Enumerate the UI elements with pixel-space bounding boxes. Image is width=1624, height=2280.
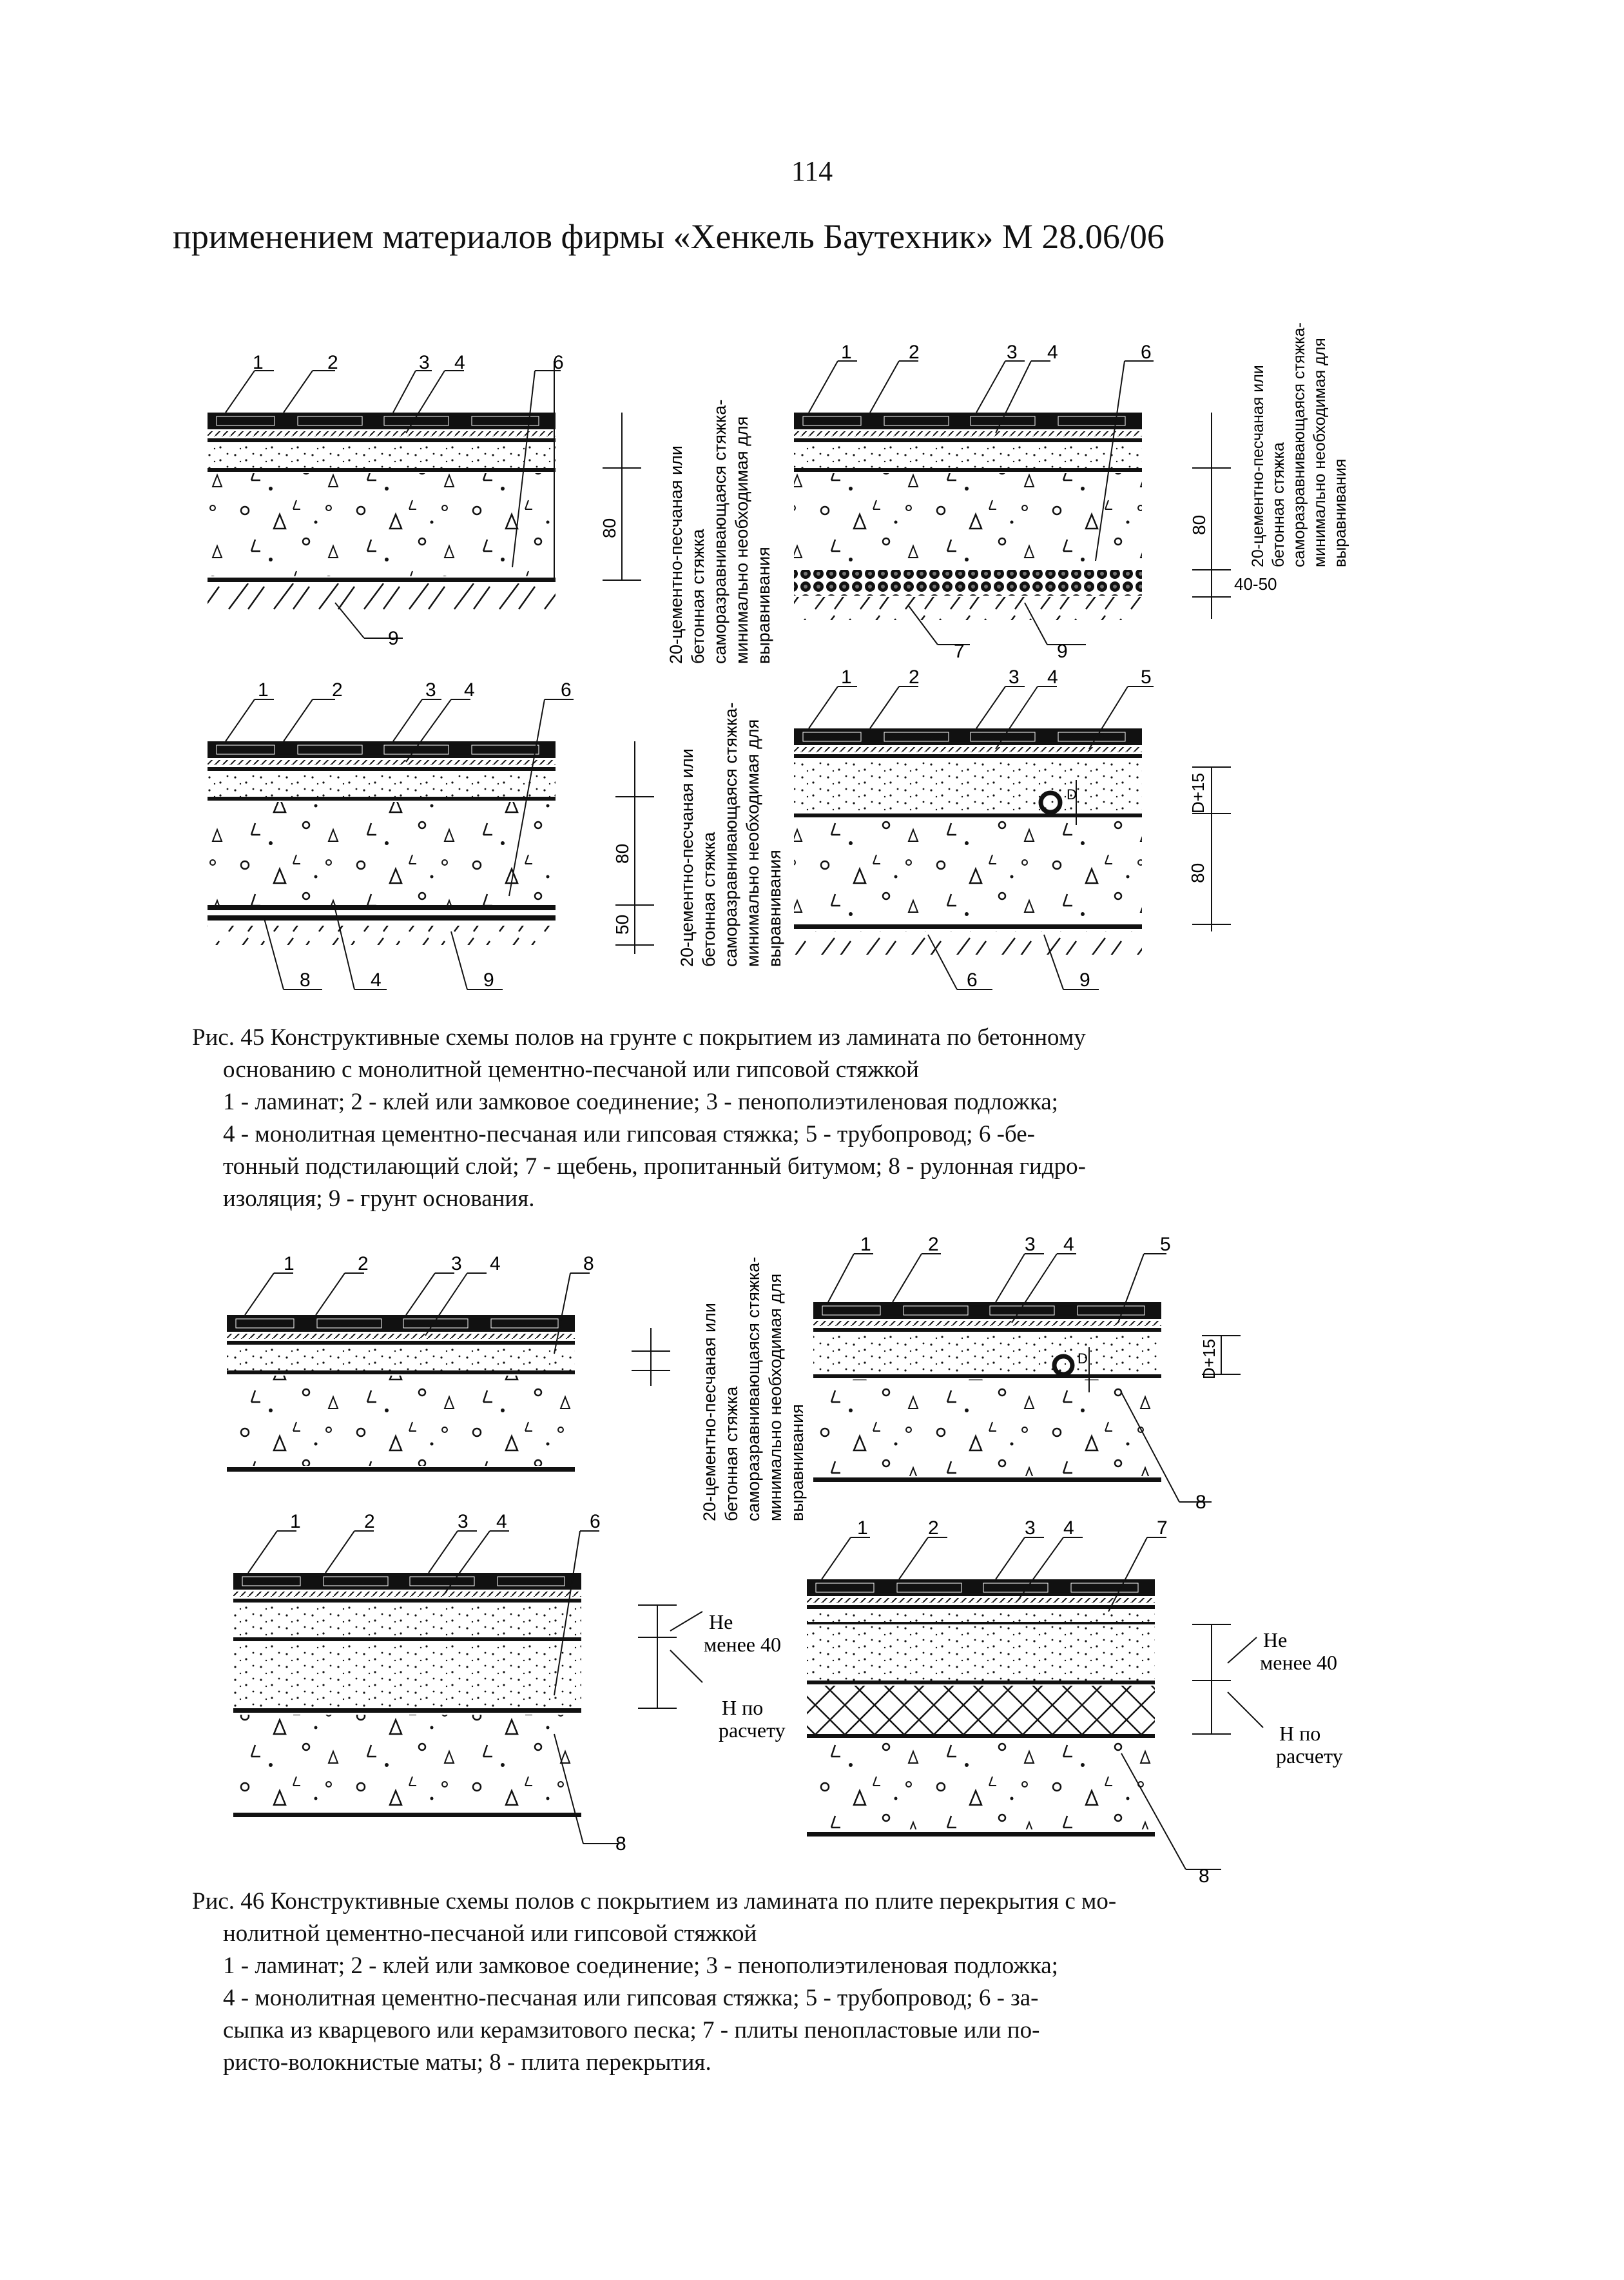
svg-text:8: 8 xyxy=(1195,1492,1206,1513)
svg-text:1: 1 xyxy=(841,342,852,363)
svg-text:50: 50 xyxy=(612,914,632,935)
svg-text:выравнивания: выравнивания xyxy=(1331,458,1349,567)
svg-text:6: 6 xyxy=(1141,342,1152,363)
svg-text:саморазравнивающаяся стяжка-: саморазравнивающаяся стяжка- xyxy=(721,702,740,967)
svg-text:7: 7 xyxy=(954,641,965,662)
svg-text:40-50: 40-50 xyxy=(1234,574,1277,594)
svg-text:1: 1 xyxy=(258,679,269,701)
svg-text:1: 1 xyxy=(290,1511,301,1532)
svg-text:4: 4 xyxy=(490,1253,501,1274)
svg-text:выравнивания: выравнивания xyxy=(788,1404,807,1521)
svg-text:5: 5 xyxy=(1141,667,1152,688)
svg-text:минимально необходимая для: минимально необходимая для xyxy=(732,416,751,664)
svg-text:3: 3 xyxy=(1007,342,1018,363)
svg-text:80: 80 xyxy=(1188,862,1208,883)
fig45a-label: 1 xyxy=(253,352,264,373)
svg-text:Н по: Н по xyxy=(1279,1722,1321,1745)
svg-text:2: 2 xyxy=(909,667,920,688)
fig45-diagram-c xyxy=(208,679,654,991)
svg-text:8: 8 xyxy=(583,1253,594,1274)
svg-text:1: 1 xyxy=(860,1234,871,1255)
svg-text:4: 4 xyxy=(1047,667,1058,688)
svg-text:9: 9 xyxy=(483,969,494,991)
svg-text:бетонная стяжка: бетонная стяжка xyxy=(688,529,708,664)
fig46-diagram-a xyxy=(227,1253,670,1472)
svg-text:8: 8 xyxy=(1199,1866,1210,1887)
svg-text:6: 6 xyxy=(590,1511,601,1532)
svg-text:4: 4 xyxy=(496,1511,507,1532)
svg-text:6: 6 xyxy=(967,969,978,991)
fig45-caption: Рис. 45 Конструктивные схемы полов на грунте с покрытием из ламината по бетонному основанию с монолитной цементно-песчаной или гипсовой стяжкой 1 - ламинат; 2 - клей или замковое соединение; 3 - пенополиэтиленовая подложка; 4 - монолитная цементно-песчаная или гипсовая стяжка; 5 - трубопровод; 6 -бе- тонный подстилающий слой; 7 - щебень, пропитанный битумом; 8 - рулонная гидро- изоляция; 9 - грунт основания. xyxy=(192,1024,1086,1212)
svg-text:выравнивания: выравнивания xyxy=(754,547,773,664)
fig46-diagram-d xyxy=(807,1517,1343,1887)
svg-text:саморазравнивающаяся стяжка-: саморазравнивающаяся стяжка- xyxy=(710,399,730,664)
svg-text:2: 2 xyxy=(332,679,343,701)
fig46-diagram-c xyxy=(233,1511,786,1855)
svg-text:1: 1 xyxy=(857,1517,868,1539)
svg-text:Не: Не xyxy=(1263,1628,1288,1652)
svg-text:20-цементно-песчаная или: 20-цементно-песчаная или xyxy=(1249,365,1267,567)
svg-text:минимально необходимая для: минимально необходимая для xyxy=(1311,338,1329,567)
svg-text:80: 80 xyxy=(612,843,632,864)
svg-text:7: 7 xyxy=(1157,1517,1168,1539)
svg-text:саморазравнивающаяся стяжка-: саморазравнивающаяся стяжка- xyxy=(1290,322,1308,567)
svg-text:расчету: расчету xyxy=(1276,1744,1343,1768)
svg-text:3: 3 xyxy=(1009,667,1020,688)
svg-text:2: 2 xyxy=(358,1253,369,1274)
svg-text:80: 80 xyxy=(1189,514,1209,535)
fig45-note-right xyxy=(1249,322,1349,567)
svg-text:2: 2 xyxy=(327,352,338,373)
fig46-diagram-b xyxy=(813,1234,1241,1513)
svg-text:8: 8 xyxy=(615,1833,626,1855)
svg-text:3: 3 xyxy=(451,1253,462,1274)
page-number: 114 xyxy=(791,155,833,187)
svg-text:80: 80 xyxy=(599,518,619,538)
fig46-note xyxy=(700,1257,807,1521)
svg-text:3: 3 xyxy=(425,679,436,701)
svg-text:менее 40: менее 40 xyxy=(1260,1651,1337,1674)
fig45-diagram-d xyxy=(794,667,1231,991)
svg-text:3: 3 xyxy=(1025,1234,1036,1255)
svg-text:Н по: Н по xyxy=(722,1696,764,1719)
svg-text:D: D xyxy=(1067,786,1077,803)
svg-text:менее 40: менее 40 xyxy=(704,1633,781,1656)
svg-text:4: 4 xyxy=(1063,1517,1074,1539)
svg-text:2: 2 xyxy=(928,1234,939,1255)
svg-text:4: 4 xyxy=(464,679,475,701)
svg-text:2: 2 xyxy=(928,1517,939,1539)
svg-text:D+15: D+15 xyxy=(1188,773,1208,814)
page-heading: применением материалов фирмы «Хенкель Баутехник» М 28.06/06 xyxy=(173,217,1165,256)
svg-text:D: D xyxy=(1078,1350,1088,1367)
svg-text:бетонная стяжка: бетонная стяжка xyxy=(699,832,719,967)
svg-text:1: 1 xyxy=(284,1253,295,1274)
svg-text:4: 4 xyxy=(1063,1234,1074,1255)
svg-text:4: 4 xyxy=(371,969,382,991)
svg-text:4: 4 xyxy=(1047,342,1058,363)
svg-text:2: 2 xyxy=(909,342,920,363)
svg-text:20-цементно-песчаная или: 20-цементно-песчаная или xyxy=(677,748,697,967)
svg-text:минимально необходимая для: минимально необходимая для xyxy=(743,719,762,967)
fig45-diagram-a xyxy=(208,352,641,649)
fig45-note-bottom xyxy=(677,703,784,967)
svg-text:5: 5 xyxy=(1160,1234,1171,1255)
svg-text:2: 2 xyxy=(364,1511,375,1532)
svg-text:20-цементно-песчаная или: 20-цементно-песчаная или xyxy=(700,1303,719,1521)
svg-text:3: 3 xyxy=(458,1511,469,1532)
svg-text:20-цементно-песчаная или: 20-цементно-песчаная или xyxy=(666,445,686,664)
svg-text:D+15: D+15 xyxy=(1199,1339,1219,1379)
svg-text:расчету: расчету xyxy=(719,1719,786,1742)
svg-text:4: 4 xyxy=(454,352,465,373)
svg-text:3: 3 xyxy=(419,352,430,373)
svg-text:бетонная стяжка: бетонная стяжка xyxy=(722,1386,741,1521)
fig45-diagram-b xyxy=(794,342,1277,662)
svg-text:9: 9 xyxy=(1057,641,1068,662)
svg-text:6: 6 xyxy=(561,679,572,701)
svg-text:бетонная стяжка: бетонная стяжка xyxy=(1270,442,1288,567)
svg-text:Не: Не xyxy=(709,1610,733,1633)
svg-text:минимально необходимая для: минимально необходимая для xyxy=(766,1273,785,1521)
svg-text:9: 9 xyxy=(1079,969,1090,991)
svg-text:1: 1 xyxy=(841,667,852,688)
fig45-note-top xyxy=(666,400,773,664)
svg-text:9: 9 xyxy=(388,628,399,649)
svg-text:саморазравнивающаяся стяжка-: саморазравнивающаяся стяжка- xyxy=(744,1256,763,1521)
svg-text:6: 6 xyxy=(553,352,564,373)
svg-text:8: 8 xyxy=(300,969,311,991)
svg-text:выравнивания: выравнивания xyxy=(765,850,784,967)
fig46-caption: Рис. 46 Конструктивные схемы полов с покрытием из ламината по плите перекрытия с мо- нолитной цементно-песчаной или гипсовой стяжкой 1 - ламинат; 2 - клей или замковое соединение; 3 - пенополиэтиленовая подложка; 4 - монолитная цементно-песчаная или гипсовая стяжка; 5 - трубопровод; 6 - за- сыпка из кварцевого или керамзитового песка; 7 - плиты пенопластовые или по- ристо-волокнистые маты; 8 - плита перекрытия. xyxy=(192,1888,1117,2076)
svg-text:3: 3 xyxy=(1025,1517,1036,1539)
